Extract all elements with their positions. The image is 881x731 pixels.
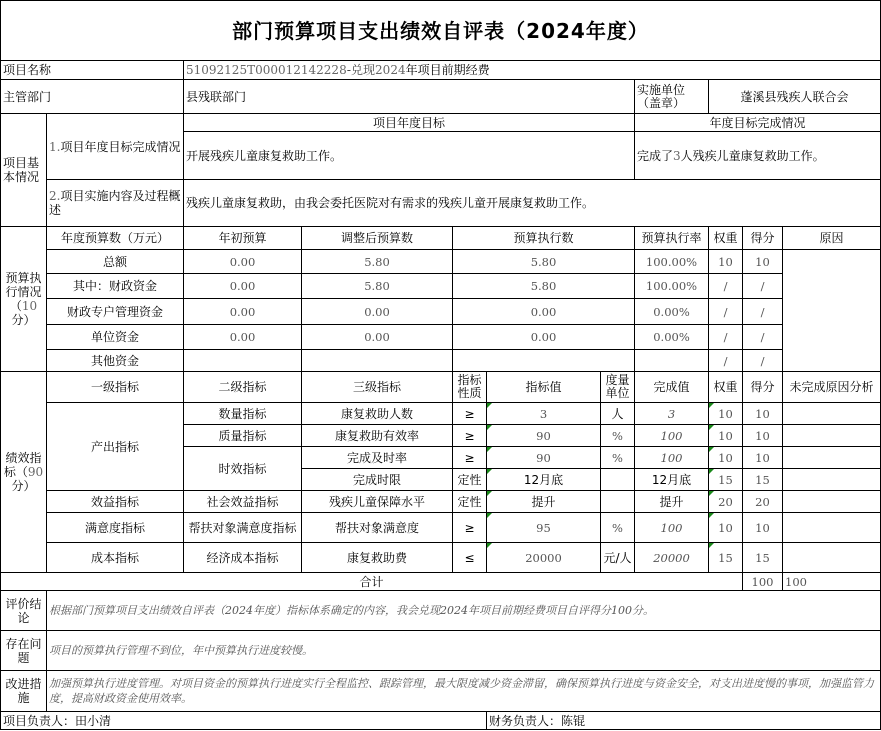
improvements-label: 改进措施	[0, 671, 47, 712]
indicator-unit: %	[601, 513, 635, 543]
budget-rate	[635, 350, 709, 372]
budget-score: /	[743, 299, 783, 325]
budget-executed	[453, 350, 635, 372]
level2-quality: 质量指标	[184, 425, 302, 447]
budget-header-reason: 原因	[783, 227, 881, 250]
indicator-score: 10	[743, 513, 783, 543]
budget-initial	[184, 350, 302, 372]
indicator-analysis	[783, 447, 881, 469]
budget-initial: 0.00	[184, 299, 302, 325]
budget-score: /	[743, 274, 783, 299]
budget-adjusted: 5.80	[302, 274, 453, 299]
goal-completion-header: 年度目标完成情况	[635, 114, 881, 132]
level2-economic-cost: 经济成本指标	[184, 543, 302, 573]
budget-weight: /	[709, 299, 743, 325]
annual-goal-header: 项目年度目标	[184, 114, 635, 132]
budget-executed: 0.00	[453, 299, 635, 325]
completion-count: 3	[673, 148, 681, 163]
level3-indicator: 帮扶对象满意度	[302, 513, 453, 543]
budget-header-score: 得分	[743, 227, 783, 250]
indicator-analysis	[783, 425, 881, 447]
total-weight: 100	[743, 573, 783, 591]
project-code: 51092125T000012142228	[186, 63, 347, 77]
perf-header-analysis: 未完成原因分析	[783, 372, 881, 403]
perf-header-score: 得分	[743, 372, 783, 403]
indicator-actual: 100	[635, 513, 709, 543]
department-label: 主管部门	[0, 80, 184, 114]
implementation-summary: 残疾儿童康复救助，由我会委托医院对有需求的残疾儿童开展康复救助工作。	[184, 180, 881, 227]
basic-info-item2-label	[47, 180, 184, 227]
indicator-actual: 20000	[635, 543, 709, 573]
page-title: 部门预算项目支出绩效自评表（2024年度）	[0, 0, 881, 61]
indicator-score: 15	[743, 543, 783, 573]
indicator-target: 90	[487, 447, 601, 469]
level3-indicator: 残疾儿童保障水平	[302, 491, 453, 513]
level2-quantity: 数量指标	[184, 403, 302, 425]
indicator-nature: ≤	[453, 543, 487, 573]
indicator-weight: 20	[709, 491, 743, 513]
budget-weight: /	[709, 350, 743, 372]
indicator-nature: 定性	[453, 469, 487, 491]
item1-number: 1.	[49, 139, 61, 154]
implementing-unit-label: 实施单位（盖章）	[635, 80, 709, 114]
indicator-score: 10	[743, 425, 783, 447]
budget-header-adjusted: 调整后预算数	[302, 227, 453, 250]
indicator-weight: 10	[709, 403, 743, 425]
indicator-nature: ≥	[453, 425, 487, 447]
budget-rate: 100.00%	[635, 250, 709, 274]
indicator-analysis	[783, 491, 881, 513]
budget-header-category: 年度预算数（万元）	[47, 227, 184, 250]
perf-header-level1: 一级指标	[47, 372, 184, 403]
indicator-unit: %	[601, 425, 635, 447]
budget-label-b: 分）	[11, 313, 36, 327]
indicator-actual: 100	[635, 447, 709, 469]
level3-indicator: 康复救助人数	[302, 403, 453, 425]
indicator-unit	[601, 469, 635, 491]
level1-cost: 成本指标	[47, 543, 184, 573]
budget-row-name: 单位资金	[47, 325, 184, 350]
indicator-target: 90	[487, 425, 601, 447]
indicator-actual: 3	[635, 403, 709, 425]
level2-social-benefit: 社会效益指标	[184, 491, 302, 513]
level2-timeliness: 时效指标	[184, 447, 302, 491]
project-name-suffix: 年项目前期经费	[405, 63, 490, 77]
budget-adjusted: 0.00	[302, 299, 453, 325]
indicator-actual: 12月底	[635, 469, 709, 491]
perf-label-a: 绩效指标（	[3, 451, 42, 479]
indicator-analysis	[783, 469, 881, 491]
finance-lead: 财务负责人：陈锟	[487, 712, 881, 730]
budget-row-name: 其中：财政资金	[47, 274, 184, 299]
budget-header-weight: 权重	[709, 227, 743, 250]
indicator-target: 12月底	[487, 469, 601, 491]
level3-indicator: 完成及时率	[302, 447, 453, 469]
budget-initial: 0.00	[184, 325, 302, 350]
perf-header-level3: 三级指标	[302, 372, 453, 403]
issues-label: 存在问题	[0, 631, 47, 671]
indicator-score: 20	[743, 491, 783, 513]
level3-indicator: 康复救助费	[302, 543, 453, 573]
budget-header-initial: 年初预算	[184, 227, 302, 250]
budget-weight: 10	[709, 250, 743, 274]
budget-adjusted: 5.80	[302, 250, 453, 274]
budget-weight: /	[709, 325, 743, 350]
budget-reason-cell	[783, 250, 881, 372]
project-year: 2024	[375, 63, 406, 77]
indicator-target: 3	[487, 403, 601, 425]
budget-weight: /	[709, 274, 743, 299]
project-lead: 项目负责人：田小清	[0, 712, 487, 730]
budget-row-name: 其他资金	[47, 350, 184, 372]
project-name-value	[184, 61, 881, 80]
level3-indicator: 完成时限	[302, 469, 453, 491]
improvements-text: 加强预算执行进度管理。对项目资金的预算执行进度实行全程监控、跟踪管理，最大限度减少资金滞留，确保预算执行进度与资金安全，对支出进度慢的事项，加强监管力度，提高财政资金使用效率。	[47, 671, 881, 712]
item2-number: 2.	[49, 189, 61, 203]
indicator-score: 15	[743, 469, 783, 491]
basic-info-section-label: 项目基本情况	[0, 114, 47, 227]
conclusion-label: 评价结论	[0, 591, 47, 631]
annual-goal-text: 开展残疾儿童康复救助工作。	[184, 132, 635, 180]
indicator-analysis	[783, 403, 881, 425]
perf-header-level2: 二级指标	[184, 372, 302, 403]
indicator-target: 20000	[487, 543, 601, 573]
budget-score: /	[743, 325, 783, 350]
issues-text: 项目的预算执行管理不到位，年中预算执行进度较慢。	[47, 631, 881, 671]
budget-label-num: 10	[21, 299, 38, 313]
item2-text: 项目实施内容及过程概述	[49, 189, 181, 217]
budget-label-a: 预算执行情况（	[5, 271, 42, 313]
budget-header-executed: 预算执行数	[453, 227, 635, 250]
indicator-weight: 10	[709, 425, 743, 447]
perf-header-actual: 完成值	[635, 372, 709, 403]
budget-score: 10	[743, 250, 783, 274]
department-value: 县残联部门	[184, 80, 635, 114]
indicator-nature: ≥	[453, 513, 487, 543]
budget-rate: 0.00%	[635, 299, 709, 325]
budget-section-label	[0, 227, 47, 372]
budget-rate: 0.00%	[635, 325, 709, 350]
implementing-unit-value: 蓬溪县残疾人联合会	[709, 80, 881, 114]
budget-score: /	[743, 350, 783, 372]
budget-executed: 0.00	[453, 325, 635, 350]
goal-completion-text	[635, 132, 881, 180]
project-name-label: 项目名称	[0, 61, 184, 80]
perf-label-num: 90	[27, 465, 44, 479]
indicator-unit	[601, 491, 635, 513]
budget-row-name: 总额	[47, 250, 184, 274]
indicator-unit: %	[601, 447, 635, 469]
budget-rate: 100.00%	[635, 274, 709, 299]
perf-header-target: 指标值	[487, 372, 601, 403]
budget-row-name: 财政专户管理资金	[47, 299, 184, 325]
level2-satisfaction: 帮扶对象满意度指标	[184, 513, 302, 543]
indicator-weight: 15	[709, 543, 743, 573]
level1-satisfaction: 满意度指标	[47, 513, 184, 543]
indicator-actual: 100	[635, 425, 709, 447]
perf-header-weight: 权重	[709, 372, 743, 403]
indicator-score: 10	[743, 447, 783, 469]
level1-benefit: 效益指标	[47, 491, 184, 513]
indicator-nature: ≥	[453, 447, 487, 469]
indicator-actual: 提升	[635, 491, 709, 513]
indicator-unit: 元/人	[601, 543, 635, 573]
budget-adjusted	[302, 350, 453, 372]
completion-pre: 完成了	[637, 148, 674, 163]
budget-executed: 5.80	[453, 250, 635, 274]
indicator-target: 提升	[487, 491, 601, 513]
level1-output: 产出指标	[47, 403, 184, 491]
perf-label-b: 分）	[11, 479, 36, 493]
perf-header-nature: 指标性质	[453, 372, 487, 403]
indicator-score: 10	[743, 403, 783, 425]
indicator-analysis	[783, 543, 881, 573]
indicator-analysis	[783, 513, 881, 543]
budget-initial: 0.00	[184, 250, 302, 274]
performance-section-label	[0, 372, 47, 573]
perf-header-unit: 度量单位	[601, 372, 635, 403]
indicator-weight: 15	[709, 469, 743, 491]
indicator-unit: 人	[601, 403, 635, 425]
budget-adjusted: 0.00	[302, 325, 453, 350]
indicator-target: 95	[487, 513, 601, 543]
budget-executed: 5.80	[453, 274, 635, 299]
basic-info-item1-label	[47, 114, 184, 180]
conclusion-text: 根据部门预算项目支出绩效自评表（2024年度）指标体系确定的内容，我会兑现2024年项目前期经费项目自评得分100分。	[47, 591, 881, 631]
indicator-nature: 定性	[453, 491, 487, 513]
indicator-weight: 10	[709, 447, 743, 469]
indicator-weight: 10	[709, 513, 743, 543]
total-score: 100	[783, 573, 881, 591]
level3-indicator: 康复救助有效率	[302, 425, 453, 447]
completion-post: 人残疾儿童康复救助工作。	[680, 148, 825, 163]
item1-text: 项目年度目标完成情况	[60, 139, 181, 154]
total-label: 合计	[0, 573, 743, 591]
budget-initial: 0.00	[184, 274, 302, 299]
budget-header-rate: 预算执行率	[635, 227, 709, 250]
indicator-nature: ≥	[453, 403, 487, 425]
project-name-sep: -兑现	[346, 63, 376, 77]
